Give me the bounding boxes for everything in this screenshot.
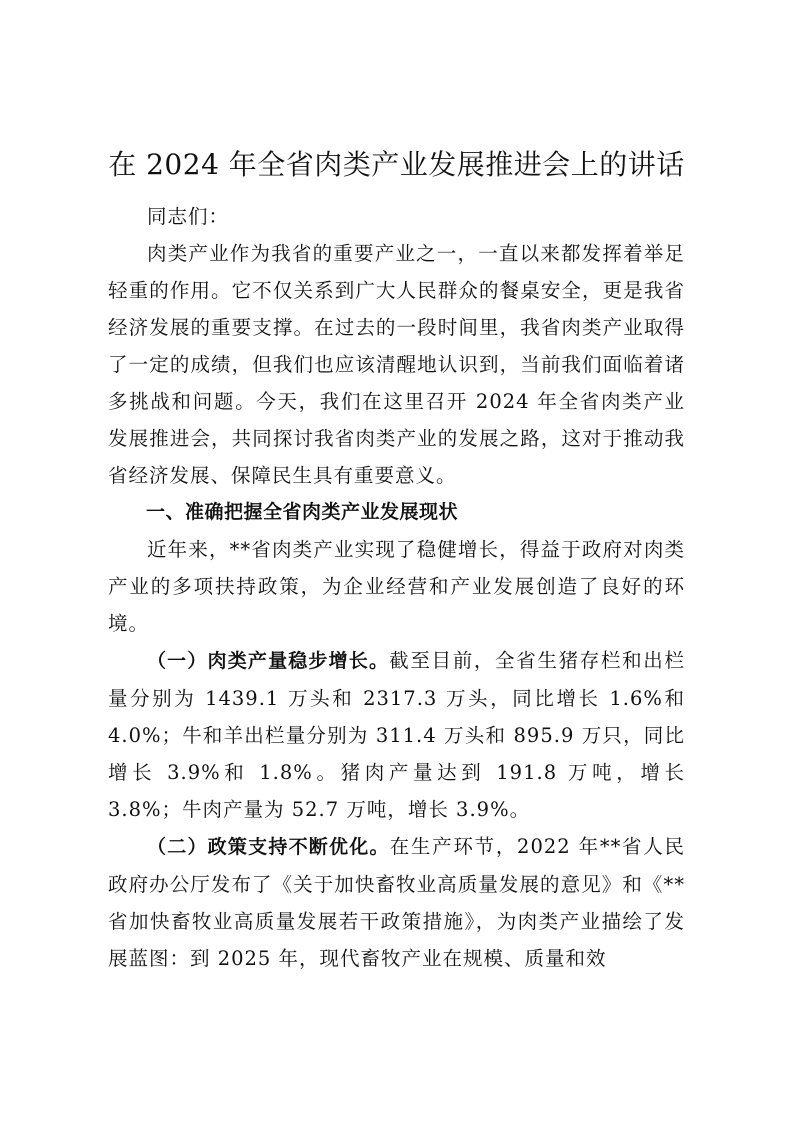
subsection-paragraph-1 (108, 642, 685, 828)
intro-paragraph: 肉类产业作为我省的重要产业之一，一直以来都发挥着举足轻重的作用。它不仅关系到广大人民群众的餐桌安全，更是我省经济发展的重要支撑。在过去的一段时间里，我省肉类产业取得了一定的成绩，但我们也应该清醒地认识到，当前我们面临着诸多挑战和问题。今天，我们在这里召开 2024 年全省肉类产业发展推进会，共同探讨我省肉类产业的发展之路，这对于推动我省经济发展、保障民生具有重要意义。 (108, 242, 685, 487)
section-intro-paragraph: 近年来，**省肉类产业实现了稳健增长，得益于政府对肉类产业的多项扶持政策，为企业经营和产业发展创造了良好的环境。 (108, 538, 685, 635)
subsection-heading-1: （一）肉类产量稳步增长。 (147, 650, 390, 672)
salutation: 同志们： (147, 205, 230, 228)
subsection-heading-2: （二）政策支持不断优化。 (147, 836, 390, 858)
subsection-text-2: 在生产环节，2022 年**省人民政府办公厅发布了《关于加快畜牧业高质量发展的意见》和《**省加快畜牧业高质量发展若干政策措施》，为肉类产业描绘了发展蓝图：到 2025 年，现代畜牧产业在规模、质量和效 (108, 835, 685, 970)
section-heading: 一、准确把握全省肉类产业发展现状 (146, 501, 459, 523)
document-body (108, 198, 685, 977)
document-title: 在 2024 年全省肉类产业发展推进会上的讲话 (108, 148, 685, 181)
subsection-paragraph-2 (108, 828, 685, 977)
subsection-text-1: 截至目前，全省生猪存栏和出栏量分别为 1439.1 万头和 2317.3 万头，同比增长 1.6%和 4.0%；牛和羊出栏量分别为 311.4 万头和 895.9 万只，同比增长 3.9%和 1.8%。猪肉产量达到 191.8 万吨，增长 3.8%；牛肉产量为 52.7 万吨，增长 3.9%。 (108, 649, 685, 821)
